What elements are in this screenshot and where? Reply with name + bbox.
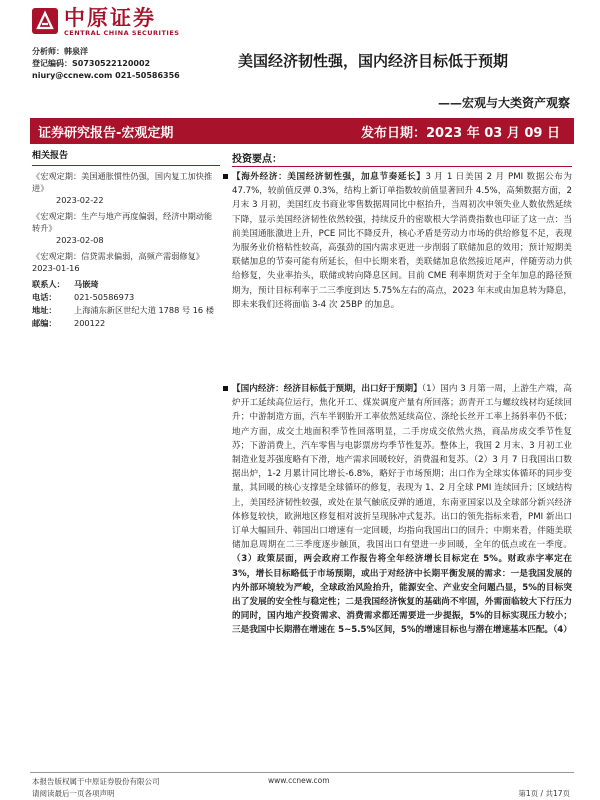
domestic-economy-paragraph (232, 382, 572, 638)
publish-date: 发布日期：2023 年 03 月 09 日 (361, 126, 560, 141)
domestic-body: （1）国内 3 月第一周，上游生产端，高炉开工延续高位运行，焦化开工、煤炭调度产量有所回落；沥青开工与螺纹线材均延续回升；中游制造方面，汽车半钢胎开工率依然延续高位、涤纶长丝开工率上扬斜率仍不低；地产方面，成交土地面积季节性回落明显，二手房成交依然火热，商品房成交季节性复苏；下游消费上，汽车零售与电影票房均季节性复苏。整体上，我国 2 月末、3 月初工业制造业复苏强度略有下滑，地产需求回暖较好，消费温和复苏。（2）3 月 7 日我国出口数据出炉，1-2 月累计同比增长-6.8%，略好于市场预期；出口作为全球实体循环的同步变量，其回暖的核心支撑是全球循环的修复，表现为 1、2 月全球 PMI 连续回升；区域结构上，美国经济韧性较强，或处在景气触底反弹的通道，东南亚国家以及全球部分新兴经济体修复较快，欧洲地区修复相对波折呈现脉冲式复苏。出口的领先指标来看，PMI 新出口订单大幅回升、韩国出口增速有一定回暖，均指向我国出口的回升；中期来看，伴随美联储加息周期在二三季度逐步触顶，我国出口有望进一步回暖，全年的低点或在一季度。 (232, 384, 572, 551)
related-item-title[interactable]: 《宏观定期：美国通胀惯性仍强，国内复工加快推进》 (32, 171, 213, 193)
contact-person-row: 联系人： 马嵌琦 (32, 279, 99, 289)
related-item-date: 2023-02-22 (56, 195, 104, 205)
report-subtitle: ——宏观与大类资产观察 (437, 96, 570, 110)
footer-page-number: 第1页 / 共17页 (518, 789, 570, 798)
overseas-lead: 【海外经济：美国经济韧性强，加息节奏延长】 (232, 172, 426, 182)
related-item-date: 2023-01-16 (32, 263, 80, 273)
related-item-title[interactable]: 《宏观定期：信贷需求偏弱，高频产需弱修复》 (32, 251, 204, 261)
overseas-economy-paragraph (232, 170, 572, 312)
highlights-heading: 投资要点： (232, 154, 282, 165)
analyst-name-row: 分析师：韩泉洋 (32, 47, 88, 56)
contact-block (32, 278, 220, 330)
brand-name-en: CENTRAL CHINA SECURITIES (64, 29, 180, 37)
report-title: 美国经济韧性强，国内经济目标低于预期 (238, 52, 509, 70)
analyst-contact: niury@ccnew.com 021-50586356 (32, 71, 180, 80)
related-heading: 相关报告 (32, 151, 69, 161)
report-banner (30, 118, 574, 144)
footer-website[interactable]: www.ccnew.com (268, 776, 330, 785)
bullet-icon (223, 174, 228, 179)
footer-copyright: 本报告版权属于中原证券股份有限公司 (32, 777, 160, 786)
related-item[interactable] (32, 250, 220, 274)
related-reports (32, 150, 220, 278)
contact-address-row: 地址： 上海浦东新区世纪大道 1788 号 16 楼 (32, 305, 214, 315)
brand-name-cn: 中原证券 (64, 5, 156, 30)
domestic-lead: 【国内经济：经济目标低于预期，出口好于预期】 (232, 384, 422, 394)
domestic-policy: （3）政策层面，两会政府工作报告将全年经济增长目标定在 5%。财政赤字率定在 3%，增长目标略低于市场预期，或出于对经济中长期平衡发展的需求：一是我国发展的内外部环境较为严峻，全球政治风险抬升，能源安全、产业安全问题凸显，5%的目标突出了发展的安全性与稳定性；二是我国经济恢复的基础尚不牢固，外需面临较大下行压力的同时，国内地产投资需求、消费需求都还需要进一步提振，5%的目标实现压力较小；三是我国中长期潜在增速在 5~5.5%区间，5%的增速目标也与潜在增速基本匹配。（4） (232, 554, 572, 636)
related-item-title[interactable]: 《宏观定期：生产与地产再度偏弱，经济中期动能转升》 (32, 211, 213, 233)
related-item[interactable] (32, 170, 220, 206)
contact-phone-row: 电话： 021-50586973 (32, 292, 135, 302)
highlights-divider (232, 166, 572, 167)
brand-logo-icon (32, 8, 58, 34)
footer-divider (30, 772, 574, 773)
bullet-icon (223, 386, 228, 391)
report-type: 证券研究报告-宏观定期 (38, 126, 174, 141)
contact-zip-row: 邮编： 200122 (32, 318, 106, 328)
overseas-body: 3 月 1 日美国 2 月 PMI 数据公布为 47.7%，较前值反弹 0.3%，结构上新订单指数较前值显著回升 4.5%，高频数据方面，2 月末 3 月初，美国红皮书商业零售数据周同比中枢抬升，当周初次申领失业人数依然延续下降，显示美国经济韧性依然较强，持续反升的密歇根大学消费指数也印证了这一点：当前美国通胀激进上升，PCE 同比不降反升，核心矛盾是劳动力市场的供给修复不足，表现为服务业价格粘性较高，高强劲的国内需求更进一步削弱了联储加息的效用；预计短期美联储加息的节奏可能有所延长，但中长期来看，美联储加息依然接近尾声，伴随劳动力供给修复，失业率抬头，联储或转向降息区间。目前 CME 利率期货对于全年加息的路径预期为，预计目标利率于二三季度到达 5.75%左右的高点，2023 年末或由加息转为降息，即未来我们还将面临 3-4 次 25BP 的加息。 (232, 172, 572, 310)
highlights-body (232, 170, 572, 770)
related-item[interactable] (32, 210, 220, 246)
footer-disclaimer: 请阅读最后一页各项声明 (32, 789, 115, 798)
analyst-cert-row: 登记编码：S0730522120002 (32, 59, 151, 68)
related-item-date: 2023-02-08 (56, 235, 104, 245)
related-divider (32, 165, 220, 166)
